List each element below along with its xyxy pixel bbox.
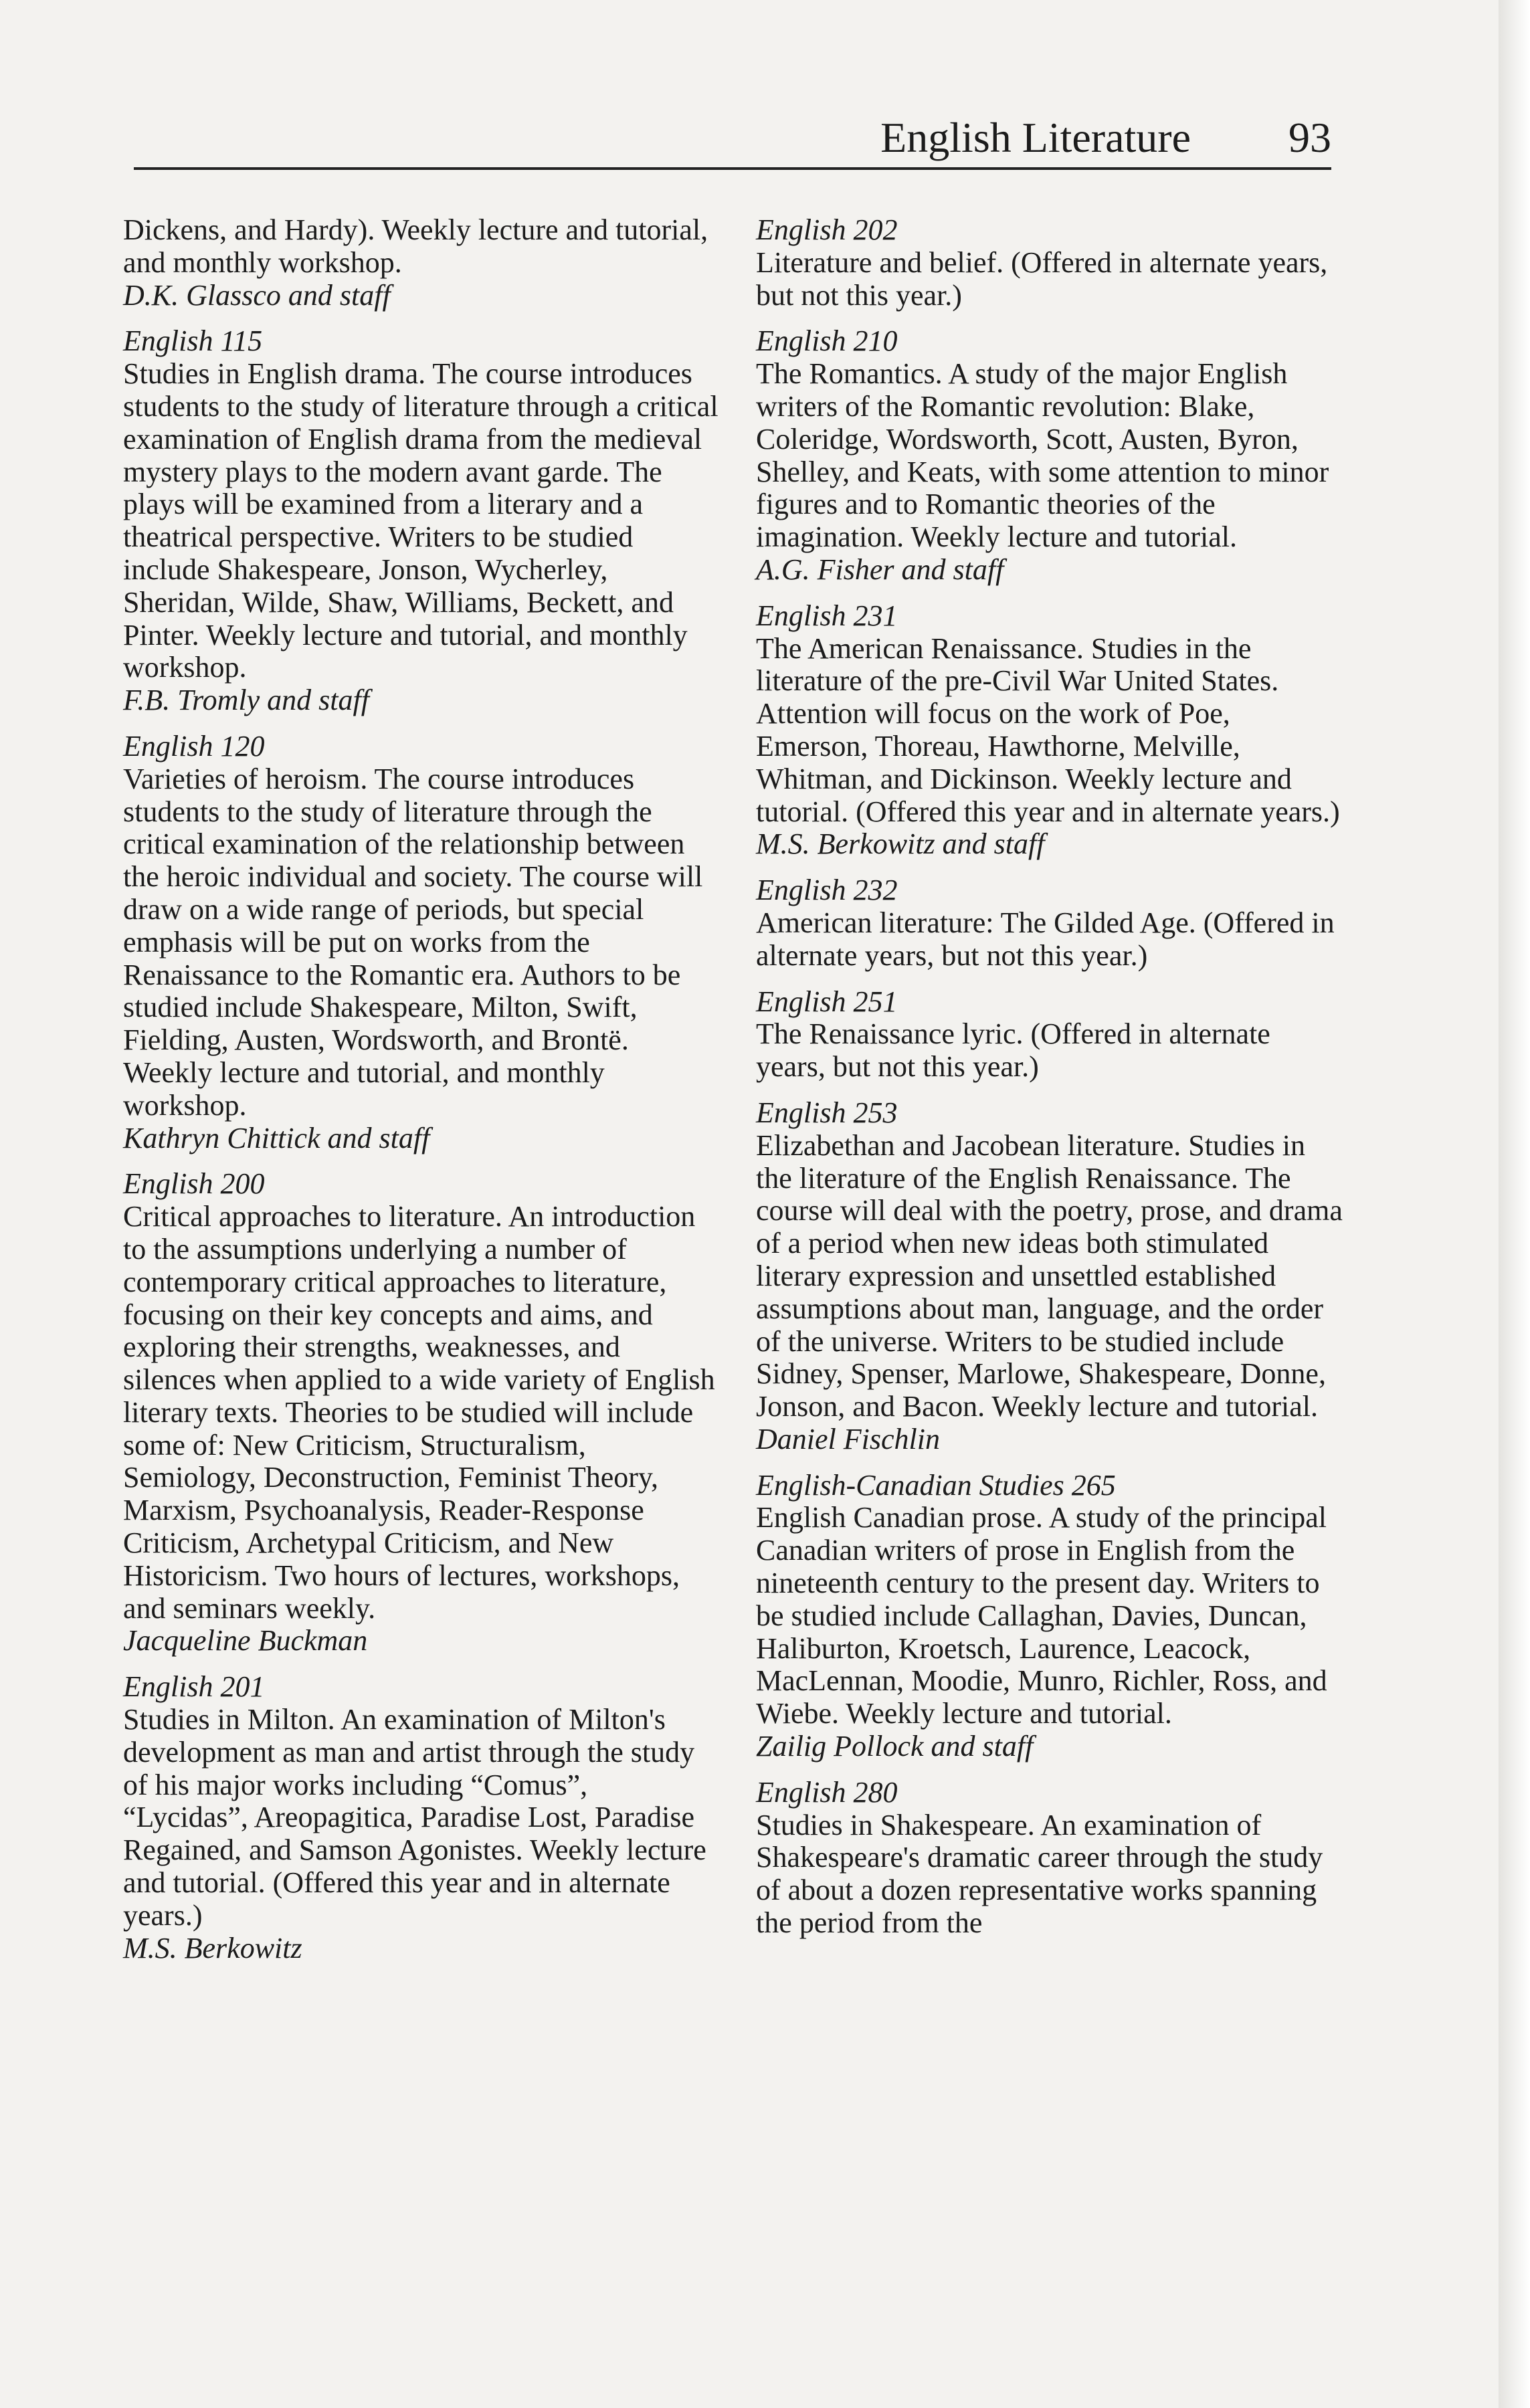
running-header [134, 110, 1331, 167]
course-title: English 231 [756, 599, 898, 632]
course-entry [756, 1470, 1345, 1763]
course-instructor: Jacqueline Buckman [123, 1624, 368, 1658]
course-entry [756, 1777, 1345, 1940]
header-rule [134, 167, 1331, 170]
course-title: English 232 [756, 874, 898, 907]
course-instructor: M.S. Berkowitz [123, 1931, 302, 1965]
course-entry [123, 730, 719, 1155]
course-description: The Romantics. A study of the major English writers of the Romantic revolution: Blake, Coleridge, Wordsworth, Scott, Austen, Byron, Shelley, and Keats, with some attention to minor figures and to Romantic theories of the imagination. Weekly lecture and tutorial. [756, 357, 1329, 554]
course-description: American literature: The Gilded Age. (Offered in alternate years, but not this year.) [756, 906, 1335, 972]
course-instructor: A.G. Fisher and staff [756, 553, 1004, 586]
course-title: English 210 [756, 324, 898, 358]
course-description: The Renaissance lyric. (Offered in alternate years, but not this year.) [756, 1017, 1270, 1084]
course-instructor: Daniel Fischlin [756, 1422, 940, 1456]
course-entry [756, 874, 1345, 972]
course-description: Critical approaches to literature. An introduction to the assumptions underlying a number of contemporary critical approaches to literature, focusing on their key concepts and aims, and exploring their strengths, weaknesses, and silences when applied to a wide variety of English literary texts. Theories to be studied will include some of: New Criticism, Structuralism, Semiology, Deconstruction, Feminist Theory, Marxism, Psychoanalysis, Reader-Response Criticism, Archetypal Criticism, and New Historicism. Two hours of lectures, workshops, and seminars weekly. [123, 1200, 715, 1625]
course-entry [756, 214, 1345, 312]
course-entry [123, 1671, 719, 1965]
course-title: English 201 [123, 1670, 265, 1704]
course-entry [756, 600, 1345, 861]
course-description: Literature and belief. (Offered in alternate years, but not this year.) [756, 245, 1328, 312]
course-title: English 253 [756, 1096, 898, 1129]
course-title: English 280 [756, 1775, 898, 1809]
course-entry [123, 214, 719, 312]
course-title: English 200 [123, 1167, 265, 1201]
course-title: English 120 [123, 729, 265, 763]
left-column [123, 214, 719, 1978]
course-description: Studies in Milton. An examination of Milton's development as man and artist through the study of his major works including “Comus”, “Lycidas”, Areopagitica, Paradise Lost, Paradise Regained, and Samson Agonistes. Weekly lecture and tutorial. (Offered this year and in alternate years.) [123, 1703, 706, 1932]
right-column [756, 214, 1345, 1953]
course-entry [123, 1168, 719, 1658]
course-title: English 202 [756, 213, 898, 246]
course-instructor: F.B. Tromly and staff [123, 684, 369, 717]
course-description: Dickens, and Hardy). Weekly lecture and tutorial, and monthly workshop. [123, 213, 708, 279]
scan-margin [1499, 0, 1530, 2408]
course-description: The American Renaissance. Studies in the literature of the pre-Civil War United States. Attention will focus on the work of Poe, Emerson, Thoreau, Hawthorne, Melville, Whitman, and Dickinson. Weekly lecture and tutorial. (Offered this year and in alternate years.) [756, 631, 1340, 828]
course-description: English Canadian prose. A study of the principal Canadian writers of prose in English from the nineteenth century to the present day. Writers to be studied include Callaghan, Davies, Duncan, Haliburton, Kroetsch, Laurence, Leacock, MacLennan, Moodie, Munro, Richler, Ross, and Wiebe. Weekly lecture and tutorial. [756, 1501, 1327, 1730]
course-entry [756, 986, 1345, 1084]
course-entry [756, 1097, 1345, 1456]
course-description: Elizabethan and Jacobean literature. Studies in the literature of the English Renaissance. The course will deal with the poetry, prose, and drama of a period when new ideas both stimulated literary expression and unsettled established assumptions about man, language, and the order of the universe. Writers to be studied include Sidney, Spenser, Marlowe, Shakespeare, Donne, Jonson, and Bacon. Weekly lecture and tutorial. [756, 1128, 1343, 1423]
course-entry [123, 325, 719, 717]
course-instructor: D.K. Glassco and staff [123, 278, 391, 312]
course-title: English 115 [123, 324, 263, 358]
course-description: Studies in Shakespeare. An examination of Shakespeare's dramatic career through the study of about a dozen representative works spanning the period from the [756, 1808, 1323, 1940]
course-entry [756, 325, 1345, 586]
course-instructor: Kathryn Chittick and staff [123, 1121, 430, 1155]
course-title: English 251 [756, 985, 898, 1018]
course-title: English-Canadian Studies 265 [756, 1468, 1116, 1502]
page-number: 93 [1288, 114, 1331, 161]
course-instructor: Zailig Pollock and staff [756, 1730, 1034, 1763]
course-description: Varieties of heroism. The course introduces students to the study of literature through the critical examination of the relationship between the heroic individual and society. The course will draw on a wide range of periods, but special emphasis will be put on works from the Renaissance to the Romantic era. Authors to be studied include Shakespeare, Milton, Swift, Fielding, Austen, Wordsworth, and Brontë. Weekly lecture and tutorial, and monthly workshop. [123, 762, 703, 1122]
course-description: Studies in English drama. The course introduces students to the study of literature through a critical examination of English drama from the medieval mystery plays to the modern avant garde. The plays will be examined from a literary and a theatrical perspective. Writers to be studied include Shakespeare, Jonson, Wycherley, Sheridan, Wilde, Shaw, Williams, Beckett, and Pinter. Weekly lecture and tutorial, and monthly workshop. [123, 357, 719, 684]
section-title: English Literature [880, 114, 1191, 161]
course-instructor: M.S. Berkowitz and staff [756, 827, 1045, 861]
